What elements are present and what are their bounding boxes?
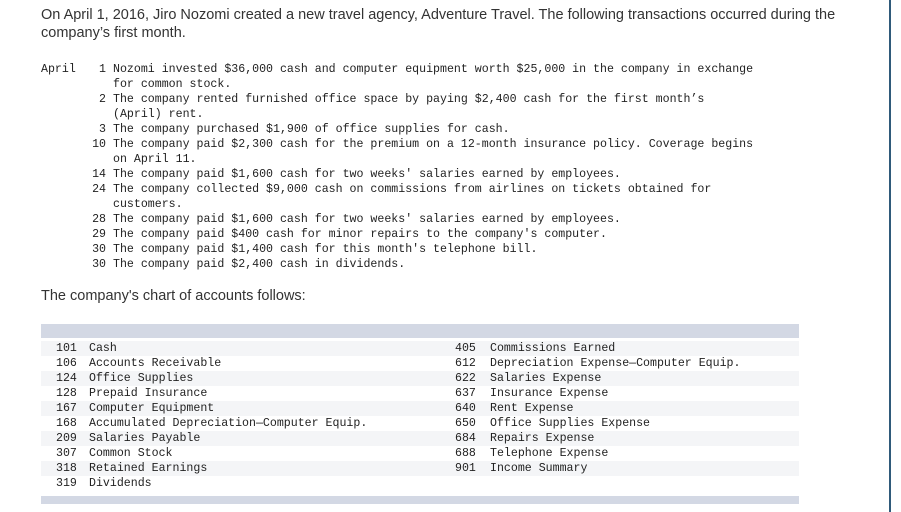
table-row bbox=[41, 356, 799, 371]
transaction-text: The company paid $1,400 cash for this month's telephone bill. bbox=[113, 243, 538, 256]
transaction-text: The company paid $400 cash for minor repairs to the company's computer. bbox=[113, 228, 607, 241]
chart-of-accounts-rows bbox=[41, 341, 799, 491]
transaction-day: 1 bbox=[99, 63, 106, 76]
account-name: Office Supplies bbox=[89, 372, 194, 385]
account-name: Salaries Payable bbox=[89, 432, 201, 445]
account-number: 106 bbox=[56, 357, 77, 370]
table-row bbox=[41, 371, 799, 386]
chart-of-accounts-table bbox=[41, 324, 799, 504]
transaction-day: 2 bbox=[99, 93, 106, 106]
account-number: 168 bbox=[56, 417, 77, 430]
account-number: 167 bbox=[56, 402, 77, 415]
transaction-text: The company paid $2,400 cash in dividends. bbox=[113, 258, 406, 271]
right-edge-rule bbox=[889, 0, 891, 512]
table-row bbox=[41, 341, 799, 356]
transaction-text: The company paid $2,300 cash for the premium on a 12-month insurance policy. Coverage begins on April 11. bbox=[113, 138, 754, 166]
table-row bbox=[41, 401, 799, 416]
transaction-row bbox=[84, 182, 844, 212]
account-name: Retained Earnings bbox=[89, 462, 208, 475]
account-name: Cash bbox=[89, 342, 117, 355]
transaction-row bbox=[84, 62, 844, 92]
account-number: 124 bbox=[56, 372, 77, 385]
transactions-month: April bbox=[41, 63, 76, 76]
transaction-row bbox=[84, 122, 844, 137]
transaction-day: 3 bbox=[99, 123, 106, 136]
transaction-text: The company paid $1,600 cash for two weeks' salaries earned by employees. bbox=[113, 168, 621, 181]
account-name: Common Stock bbox=[89, 447, 173, 460]
account-number: 622 bbox=[455, 372, 476, 385]
chart-of-accounts-heading: The company's chart of accounts follows: bbox=[41, 288, 306, 304]
transaction-day: 10 bbox=[92, 138, 106, 151]
account-name: Computer Equipment bbox=[89, 402, 215, 415]
transaction-text: The company collected $9,000 cash on commissions from airlines on tickets obtained for customers. bbox=[113, 183, 712, 211]
account-name: Accounts Receivable bbox=[89, 357, 222, 370]
transaction-row bbox=[84, 212, 844, 227]
transaction-text: The company rented furnished office space by paying $2,400 cash for the first month’s (April) rent. bbox=[113, 93, 705, 121]
account-name: Salaries Expense bbox=[490, 372, 602, 385]
account-number: 405 bbox=[455, 342, 476, 355]
transaction-day: 24 bbox=[92, 183, 106, 196]
table-row bbox=[41, 446, 799, 461]
account-number: 128 bbox=[56, 387, 77, 400]
account-number: 688 bbox=[455, 447, 476, 460]
table-top-band bbox=[41, 324, 799, 338]
account-name: Insurance Expense bbox=[490, 387, 609, 400]
transaction-text: The company paid $1,600 cash for two weeks' salaries earned by employees. bbox=[113, 213, 621, 226]
account-number: 209 bbox=[56, 432, 77, 445]
table-bottom-band bbox=[41, 496, 799, 504]
account-number: 612 bbox=[455, 357, 476, 370]
account-number: 101 bbox=[56, 342, 77, 355]
transaction-row bbox=[84, 167, 844, 182]
transaction-row bbox=[84, 92, 844, 122]
account-number: 637 bbox=[455, 387, 476, 400]
table-row bbox=[41, 386, 799, 401]
transaction-text: The company purchased $1,900 of office supplies for cash. bbox=[113, 123, 510, 136]
transaction-day: 30 bbox=[92, 243, 106, 256]
account-name: Dividends bbox=[89, 477, 152, 490]
table-row bbox=[41, 461, 799, 476]
table-row bbox=[41, 416, 799, 431]
account-number: 650 bbox=[455, 417, 476, 430]
transaction-text: Nozomi invested $36,000 cash and computer equipment worth $25,000 in the company in exchange for common stock. bbox=[113, 63, 754, 91]
transaction-day: 28 bbox=[92, 213, 106, 226]
account-name: Depreciation Expense—Computer Equip. bbox=[490, 357, 741, 370]
transaction-row bbox=[84, 257, 844, 272]
account-name: Prepaid Insurance bbox=[89, 387, 208, 400]
problem-intro: On April 1, 2016, Jiro Nozomi created a new travel agency, Adventure Travel. The following transactions occurred during the company’s first month. bbox=[41, 7, 836, 41]
transaction-row bbox=[84, 242, 844, 257]
table-row bbox=[41, 431, 799, 446]
account-name: Commissions Earned bbox=[490, 342, 616, 355]
account-number: 319 bbox=[56, 477, 77, 490]
account-number: 684 bbox=[455, 432, 476, 445]
transaction-day: 14 bbox=[92, 168, 106, 181]
account-number: 318 bbox=[56, 462, 77, 475]
transaction-row bbox=[84, 227, 844, 242]
account-name: Telephone Expense bbox=[490, 447, 609, 460]
account-name: Rent Expense bbox=[490, 402, 574, 415]
table-row bbox=[41, 476, 799, 491]
account-number: 640 bbox=[455, 402, 476, 415]
account-name: Income Summary bbox=[490, 462, 588, 475]
account-name: Repairs Expense bbox=[490, 432, 595, 445]
account-name: Office Supplies Expense bbox=[490, 417, 651, 430]
account-number: 307 bbox=[56, 447, 77, 460]
account-number: 901 bbox=[455, 462, 476, 475]
transactions-list bbox=[84, 62, 844, 272]
account-name: Accumulated Depreciation—Computer Equip. bbox=[89, 417, 368, 430]
transaction-row bbox=[84, 137, 844, 167]
transaction-day: 30 bbox=[92, 258, 106, 271]
transaction-day: 29 bbox=[92, 228, 106, 241]
